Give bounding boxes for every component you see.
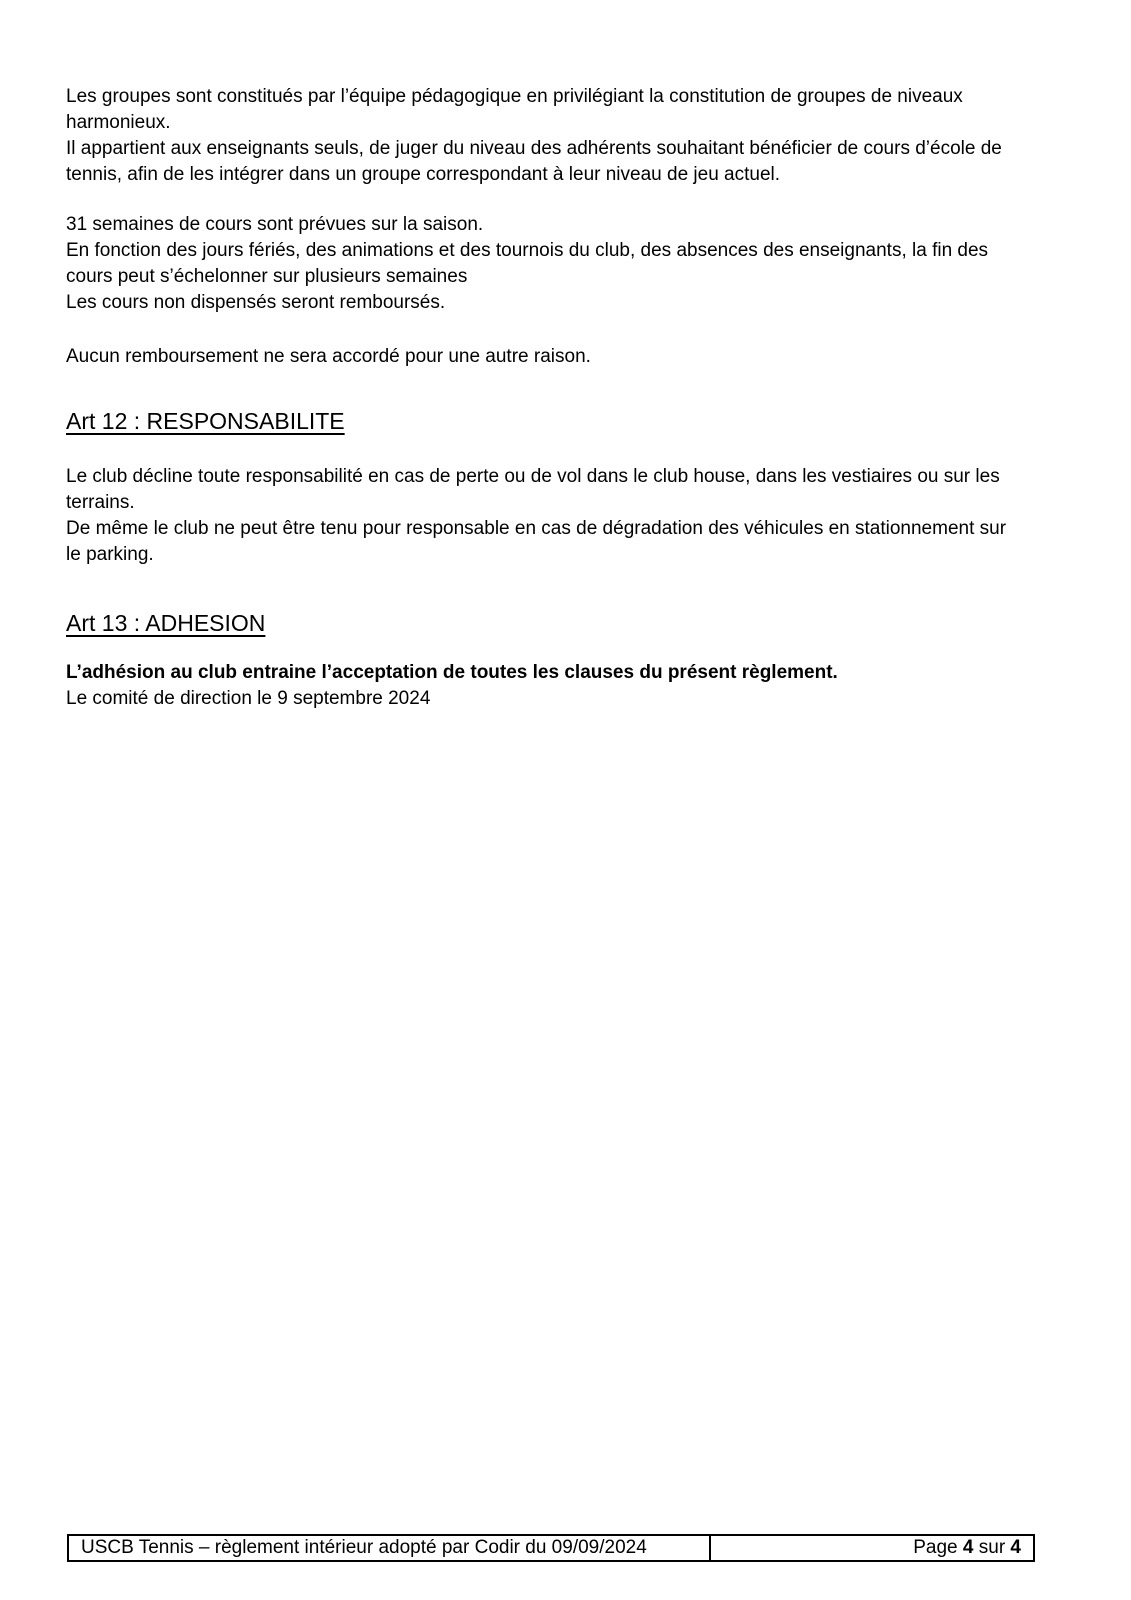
footer-sur-label: sur (973, 1537, 1011, 1558)
paragraph-no-refund: Aucun remboursement ne sera accordé pour une autre raison. (66, 346, 591, 367)
document-content (66, 84, 1022, 712)
footer-table (67, 1534, 1035, 1562)
paragraph-31-weeks: 31 semaines de cours sont prévues sur la saison. (66, 214, 484, 235)
paragraph-adhesion-acceptance: L’adhésion au club entraine l’acceptation de toutes les clauses du présent règlement. (66, 662, 838, 683)
section-groups (66, 84, 1022, 188)
paragraph-groups-constitution: Les groupes sont constitués par l’équipe pédagogique en privilégiant la constitution de groupes de niveaux harmonieux. (66, 86, 963, 133)
signature-line: Le comité de direction le 9 septembre 2024 (66, 688, 431, 709)
paragraph-holidays-schedule: En fonction des jours fériés, des animations et des tournois du club, des absences des enseignants, la fin des cours peut s’échelonner sur plusieurs semaines (66, 240, 989, 287)
paragraph-club-liability: Le club décline toute responsabilité en cas de perte ou de vol dans le club house, dans les vestiaires ou sur les terrains. (66, 466, 1000, 513)
heading-art13-adhesion: Art 13 : ADHESION (66, 610, 266, 636)
section-refund (66, 344, 1022, 370)
footer-page-indicator (711, 1536, 1033, 1560)
footer-total-pages: 4 (1010, 1537, 1021, 1558)
section-art12-body (66, 464, 1022, 568)
paragraph-vehicle-liability: De même le club ne peut être tenu pour responsable en cas de dégradation des véhicules en stationnement sur le parking. (66, 518, 1007, 565)
section-art13-body (66, 660, 1022, 686)
section-courses (66, 212, 1022, 316)
paragraph-refund-courses: Les cours non dispensés seront remboursés. (66, 292, 446, 313)
heading-art12-responsabilite: Art 12 : RESPONSABILITE (66, 408, 345, 434)
paragraph-teachers-judge-level: Il appartient aux enseignants seuls, de juger du niveau des adhérents souhaitant bénéficier de cours d’école de tennis, afin de les intégrer dans un groupe correspondant à leur niveau de jeu actuel. (66, 138, 1002, 185)
footer-document-title: USCB Tennis – règlement intérieur adopté par Codir du 09/09/2024 (69, 1536, 711, 1560)
footer-page-number: 4 (962, 1537, 974, 1558)
footer-page-label: Page (913, 1537, 963, 1558)
